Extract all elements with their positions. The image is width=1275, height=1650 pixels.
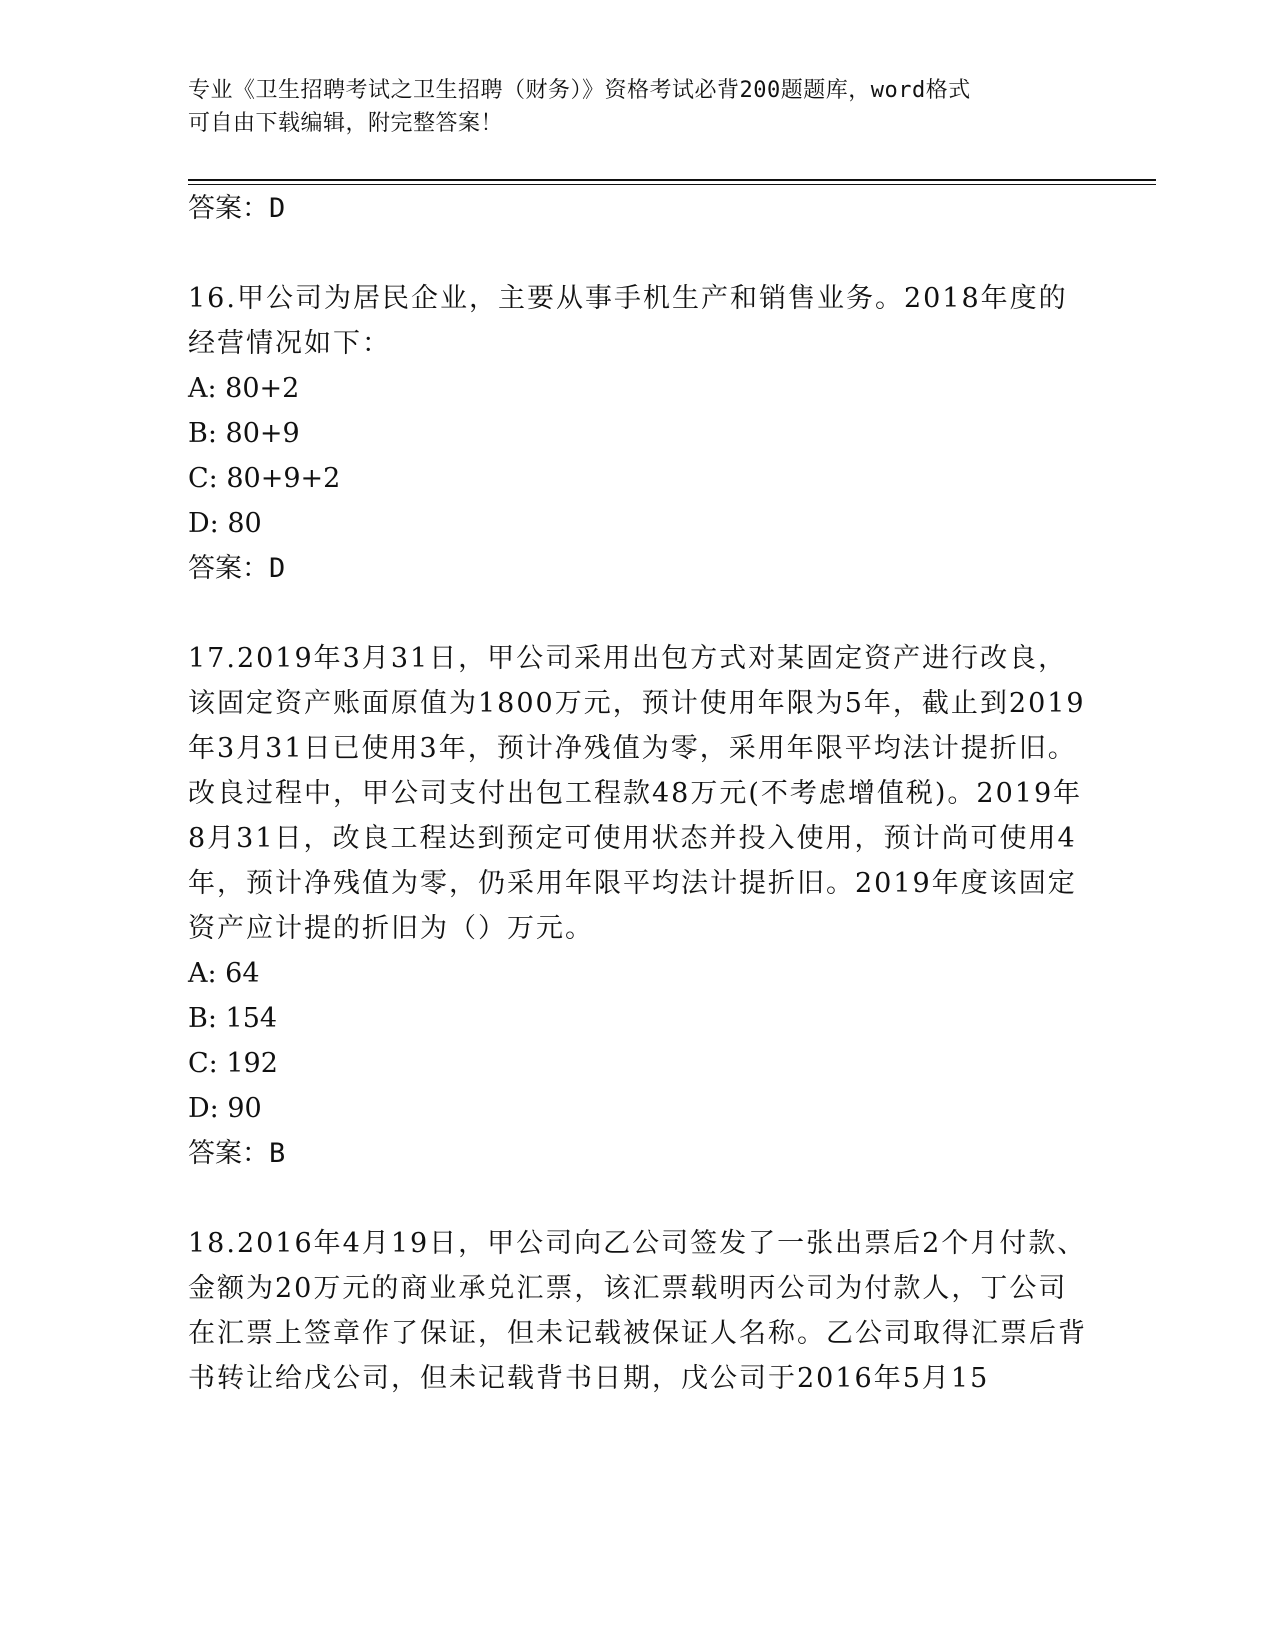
option-a: A: 64 [188, 958, 260, 989]
option-b: B: 154 [188, 1003, 278, 1034]
question-text: 16.甲公司为居民企业，主要从事手机生产和销售业务。2018年度的经营情况如下： [188, 283, 1068, 359]
question-16 [188, 276, 1088, 591]
question-17 [188, 636, 1088, 1176]
header-title-line-2: 可自由下载编辑，附完整答案！ [188, 111, 504, 136]
answer-line: 答案：B [188, 1138, 286, 1169]
answer-line: 答案：D [188, 553, 286, 584]
question-list [188, 186, 1088, 1401]
option-d: D: 80 [188, 508, 262, 539]
header-divider-thick [188, 179, 1156, 181]
option-d: D: 90 [188, 1093, 262, 1124]
option-c: C: 80+9+2 [188, 463, 341, 494]
question-text: 18.2016年4月19日，甲公司向乙公司签发了一张出票后2个月付款、金额为20万元的商业承兑汇票，该汇票载明丙公司为付款人，丁公司在汇票上签章作了保证，但未记载被保证人名称。乙公司取得汇票后背书转让给戊公司，但未记载背书日期，戊公司于2016年5月15 [188, 1228, 1087, 1394]
option-c: C: 192 [188, 1048, 278, 1079]
answer-line: 答案：D [188, 193, 286, 224]
document-header [188, 74, 1068, 140]
question-text: 17.2019年3月31日，甲公司采用出包方式对某固定资产进行改良，该固定资产账面原值为1800万元，预计使用年限为5年，截止到2019年3月31日已使用3年，预计净残值为零，采用年限平均法计提折旧。改良过程中，甲公司支付出包工程款48万元(不考虑增值税)。2019年8月31日，改良工程达到预定可使用状态并投入使用，预计尚可使用4年，预计净残值为零，仍采用年限平均法计提折旧。2019年度该固定资产应计提的折旧为（）万元。 [188, 643, 1086, 944]
header-title-line-1: 专业《卫生招聘考试之卫生招聘（财务）》资格考试必背200题题库，word格式 [188, 78, 971, 103]
question-18 [188, 1221, 1088, 1401]
option-a: A: 80+2 [188, 373, 300, 404]
option-b: B: 80+9 [188, 418, 300, 449]
header-divider-thin [188, 184, 1156, 185]
